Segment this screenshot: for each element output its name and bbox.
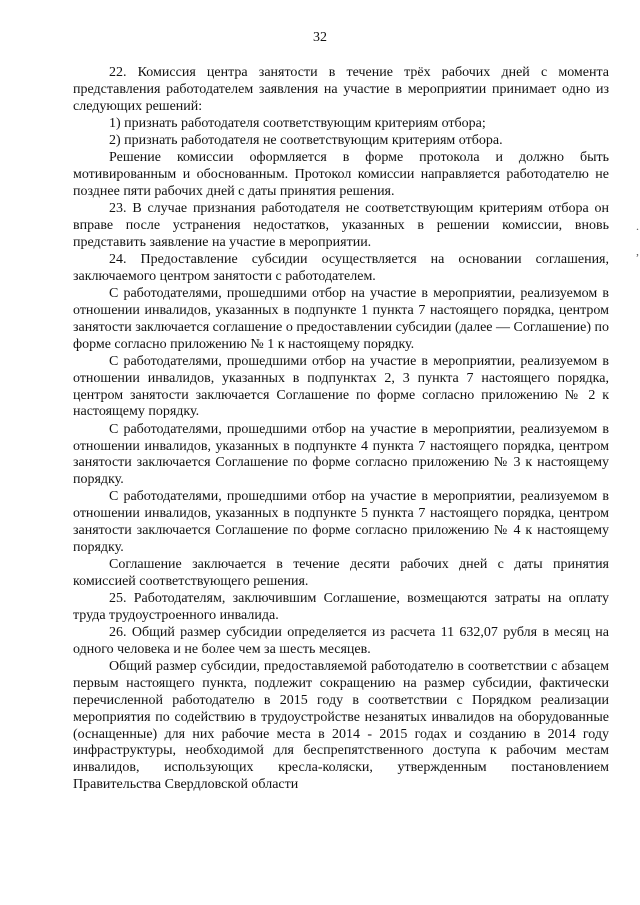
margin-mark: , [636, 244, 639, 258]
paragraph-25: 25. Работодателям, заключившим Соглашение, возмещаются затраты на оплату труда трудоустроенного инвалида. [73, 591, 609, 623]
paragraph-option-2: 2) признать работодателя не соответствующим критериям отбора. [109, 133, 503, 149]
paragraph-agreement-4: С работодателями, прошедшими отбор на участие в мероприятии, реализуемом в отношении инвалидов, указанных в подпункте 5 пункта 7 настоящего порядка, центром занятости заключается Соглашение по форме согласно приложению № 4 к настоящему порядку. [73, 489, 609, 555]
paragraph-agreement-2: С работодателями, прошедшими отбор на участие в мероприятии, реализуемом в отношении инвалидов, указанных в подпунктах 2, 3 пункта 7 настоящего порядка, центром занятости заключается Соглашение по форме согласно приложению № 2 к настоящему порядку. [73, 354, 609, 420]
margin-mark: . [636, 219, 639, 233]
paragraph-23: 23. В случае признания работодателя не соответствующим критериям отбора он вправе после устранения недостатков, указанных в решении комиссии, вновь представить заявление на участие в мероприятии. [73, 201, 609, 250]
paragraph-agreement-3: С работодателями, прошедшими отбор на участие в мероприятии, реализуемом в отношении инвалидов, указанных в подпункте 4 пункта 7 настоящего порядка, центром занятости заключается Соглашение по форме согласно приложению № 3 к настоящему порядку. [73, 421, 609, 488]
paragraph-26: 26. Общий размер субсидии определяется из расчета 11 632,07 рубля в месяц на одного человека и не более чем за шесть месяцев. [73, 625, 609, 658]
paragraph-option-1: 1) признать работодателя соответствующим критериям отбора; [109, 115, 486, 131]
paragraph-22: 22. Комиссия центра занятости в течение трёх рабочих дней с момента представления работодателем заявления на участие в мероприятии принимает одно из следующих решений: [73, 65, 609, 114]
page-number: 32 [313, 30, 327, 45]
paragraph-agreement-term: Соглашение заключается в течение десяти рабочих дней с даты принятия комиссией соответствующего решения. [73, 557, 609, 589]
paragraph-decision: Решение комиссии оформляется в форме протокола и должно быть мотивированным и обоснованным. Протокол комиссии направляется работодателю не позднее пяти рабочих дней с даты принятия решения. [73, 150, 609, 200]
paragraph-agreement-1: С работодателями, прошедшими отбор на участие в мероприятии, реализуемом в отношении инвалидов, указанных в подпункте 1 пункта 7 настоящего порядка, центром занятости заключается соглашение о предоставлении субсидии (далее — Соглашение) по форме согласно приложению № 1 к настоящему порядку. [73, 286, 609, 352]
paragraph-24: 24. Предоставление субсидии осуществляется на основании соглашения, заключаемого центром занятости с работодателем. [73, 252, 609, 285]
page-body [73, 65, 609, 794]
paragraph-subsidy-reduction: Общий размер субсидии, предоставляемой работодателю в соответствии с абзацем первым настоящего пункта, подлежит сокращению на размер субсидии, фактически перечисленной работодателю в 2015 году в соответствии с Порядком реализации мероприятия по содействию в трудоустройстве незанятых инвалидов на оборудованные (оснащенные) для них рабочие места в 2014 - 2015 годах и созданию в 2014 году инфраструктуры, необходимой для беспрепятственного доступа к рабочим местам инвалидов, использующих кресла-коляски, утвержденным постановлением Правительства Свердловской области [73, 659, 609, 792]
